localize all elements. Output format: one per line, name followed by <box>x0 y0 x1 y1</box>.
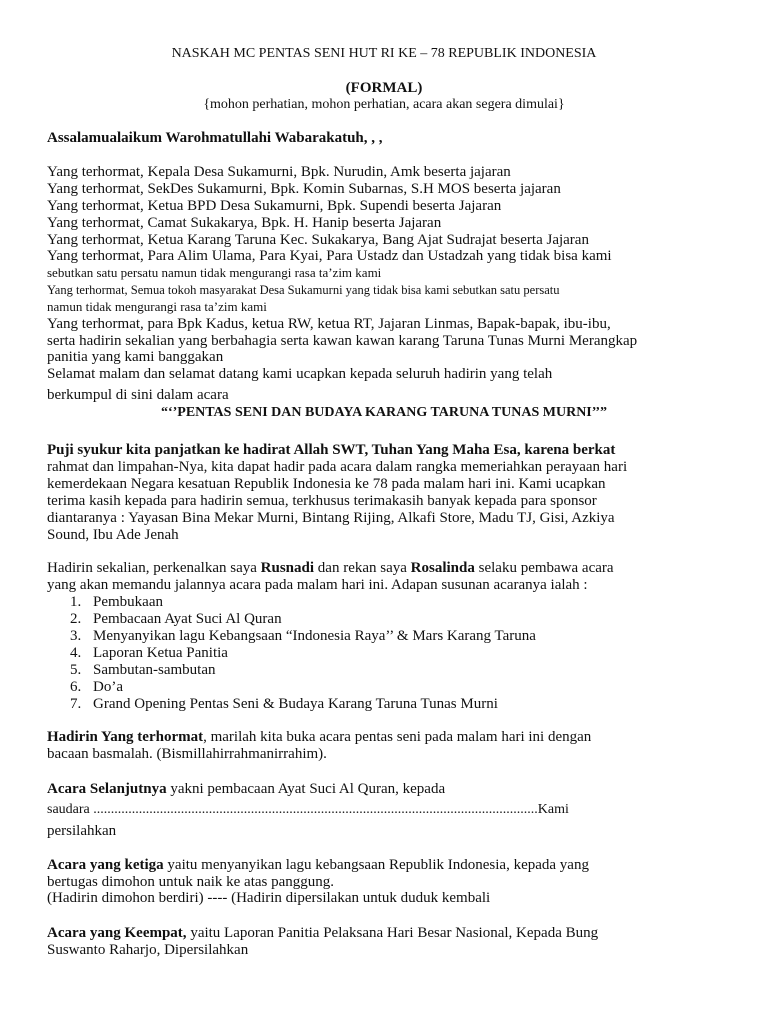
greeting-line: Yang terhormat, Kepala Desa Sukamurni, Bpk. Nurudin, Amk beserta jajaran <box>47 164 511 180</box>
section-acara-keempat <box>47 926 598 941</box>
agenda-number: 3. <box>70 628 82 644</box>
mc-name: Rusnadi <box>260 560 315 576</box>
intro-text: Hadirin sekalian, perkenalkan saya <box>47 560 261 576</box>
greeting-line: Yang terhormat, Para Alim Ulama, Para Kyai, Para Ustadz dan Ustadzah yang tidak bisa kami <box>47 248 612 264</box>
agenda-item: Laporan Ketua Panitia <box>93 645 228 661</box>
greeting-line: panitia yang kami banggakan <box>47 349 224 365</box>
section-line: (Hadirin dimohon berdiri) ---- (Hadirin dipersilakan untuk duduk kembali <box>47 890 491 906</box>
section-line: bertugas dimohon untuk naik ke atas panggung. <box>47 874 335 890</box>
gratitude-line: diantaranya : Yayasan Bina Mekar Murni, Bintang Rijing, Alkafi Store, Madu TJ, Gisi, Azkiya <box>47 510 615 526</box>
section-line: persilahkan <box>47 823 117 839</box>
greeting-line: Yang terhormat, Ketua Karang Taruna Kec. Sukakarya, Bang Ajat Sudrajat beserta Jajaran <box>47 232 589 248</box>
section-text: yaitu menyanyikan lagu kebangsaan Republik Indonesia, kepada yang <box>163 857 589 873</box>
opening-salam: Assalamualaikum Warohmatullahi Wabarakatuh, , , <box>47 130 383 146</box>
greeting-line: Selamat malam dan selamat datang kami ucapkan kepada seluruh hadirin yang telah <box>47 366 553 382</box>
greeting-line: namun tidak mengurangi rasa ta’zim kami <box>47 299 267 314</box>
agenda-item: Pembacaan Ayat Suci Al Quran <box>93 611 282 627</box>
intro-line: yang akan memandu jalannya acara pada malam hari ini. Adapan susunan acaranya ialah : <box>47 577 588 593</box>
intro-line <box>47 561 614 576</box>
section-line: bacaan basmalah. (Bismillahirrahmanirrahim). <box>47 746 327 762</box>
event-name: “‘’PENTAS SENI DAN BUDAYA KARANG TARUNA TUNAS MURNI’’” <box>160 405 608 420</box>
agenda-number: 2. <box>70 611 82 627</box>
gratitude-line: kemerdekaan Negara kesatuan Republik Indonesia ke 78 pada malam hari ini. Kami ucapkan <box>47 476 606 492</box>
section-text: , marilah kita buka acara pentas seni pada malam hari ini dengan <box>203 729 592 745</box>
agenda-number: 1. <box>70 594 82 610</box>
agenda-number: 7. <box>70 696 82 712</box>
agenda-number: 5. <box>70 662 82 678</box>
greeting-line: serta hadirin sekalian yang berbahagia serta kawan kawan karang Taruna Tunas Murni Merangkap <box>47 333 638 349</box>
section-hadirin <box>47 730 591 745</box>
greeting-line: Yang terhormat, Ketua BPD Desa Sukamurni, Bpk. Supendi beserta Jajaran <box>47 198 502 214</box>
section-text: yaitu Laporan Panitia Pelaksana Hari Besar Nasional, Kepada Bung <box>186 925 599 941</box>
agenda-number: 4. <box>70 645 82 661</box>
section-heading: Acara Selanjutnya <box>47 781 167 797</box>
greeting-line: Yang terhormat, Semua tokoh masyarakat Desa Sukamurni yang tidak bisa kami sebutkan satu persatu <box>47 283 560 297</box>
section-heading: Hadirin Yang terhormat <box>47 729 204 745</box>
section-acara-ketiga <box>47 858 589 873</box>
format-label: (FORMAL) <box>345 80 423 96</box>
intro-text: selaku pembawa acara <box>474 560 614 576</box>
agenda-item: Do’a <box>93 679 123 695</box>
gratitude-line: Sound, Ibu Ade Jenah <box>47 527 179 543</box>
greeting-line: Yang terhormat, SekDes Sukamurni, Bpk. Komin Subarnas, S.H MOS beserta jajaran <box>47 181 561 197</box>
document-title: NASKAH MC PENTAS SENI HUT RI KE – 78 REPUBLIK INDONESIA <box>171 46 597 61</box>
greeting-line: sebutkan satu persatu namun tidak mengurangi rasa ta’zim kami <box>47 265 382 280</box>
greeting-line: Yang terhormat, Camat Sukakarya, Bpk. H. Hanip beserta Jajaran <box>47 215 442 231</box>
greeting-line: berkumpul di sini dalam acara <box>47 387 229 403</box>
gratitude-lead: Puji syukur kita panjatkan ke hadirat Allah SWT, Tuhan Yang Maha Esa, karena berkat <box>47 442 616 458</box>
intro-text: dan rekan saya <box>314 560 411 576</box>
agenda-number: 6. <box>70 679 82 695</box>
section-heading: Acara yang Keempat, <box>47 925 187 941</box>
section-heading: Acara yang ketiga <box>47 857 164 873</box>
section-acara-selanjutnya <box>47 782 445 797</box>
name-blank-line: saudara ...............................................................................................................................Kami <box>47 803 569 817</box>
agenda-item: Pembukaan <box>93 594 163 610</box>
agenda-item: Grand Opening Pentas Seni & Budaya Karang Taruna Tunas Murni <box>93 696 498 712</box>
agenda-item: Sambutan-sambutan <box>93 662 216 678</box>
mc-name: Rosalinda <box>410 560 475 576</box>
greeting-line: Yang terhormat, para Bpk Kadus, ketua RW, ketua RT, Jajaran Linmas, Bapak-bapak, ibu-ibu, <box>47 316 611 332</box>
gratitude-line: terima kasih kepada para hadirin semua, terkhusus terimakasih banyak kepada para sponsor <box>47 493 597 509</box>
agenda-item: Menyanyikan lagu Kebangsaan “Indonesia Raya’’ & Mars Karang Taruna <box>93 628 536 644</box>
attention-note: {mohon perhatian, mohon perhatian, acara akan segera dimulai} <box>203 97 565 112</box>
section-line: Suswanto Raharjo, Dipersilahkan <box>47 942 249 958</box>
gratitude-line: rahmat dan limpahan-Nya, kita dapat hadir pada acara dalam rangka memeriahkan perayaan hari <box>47 459 628 475</box>
section-text: yakni pembacaan Ayat Suci Al Quran, kepada <box>166 781 446 797</box>
